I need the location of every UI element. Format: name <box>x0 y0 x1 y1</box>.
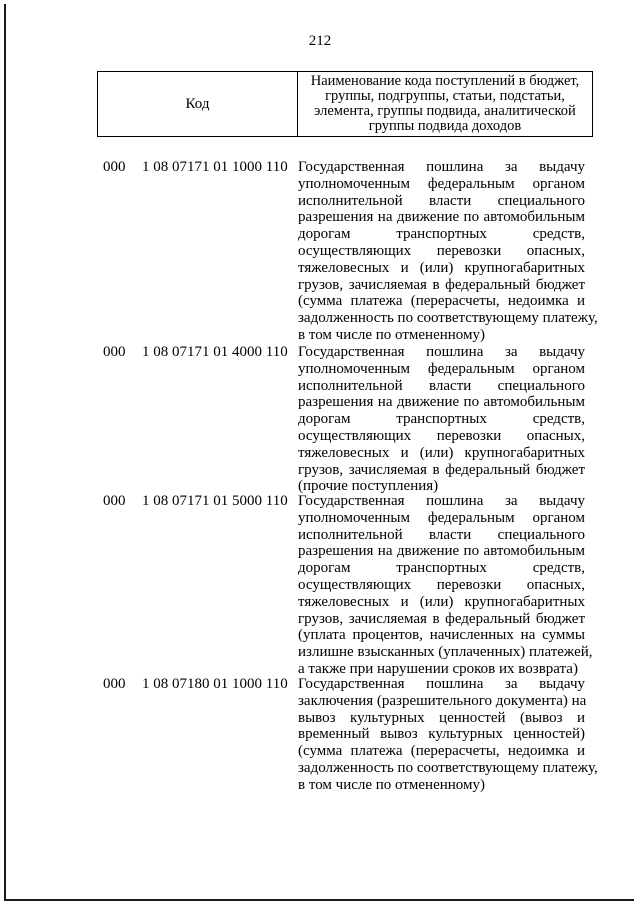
description-line: грузов, зачисляемая в федеральный бюджет <box>298 610 585 627</box>
revenue-description <box>298 493 593 678</box>
description-line: в том числе по отмененному) <box>298 776 485 793</box>
description-line: заключения (разрешительного документа) на <box>298 692 587 709</box>
admin-code: 000 <box>103 493 126 509</box>
revenue-code: 1 08 07171 01 1000 110 <box>142 159 288 175</box>
description-line: (сумма платежа (перерасчеты, недоимка и <box>298 743 585 760</box>
header-name-line: группы подвида доходов <box>368 118 522 134</box>
revenue-description <box>298 159 598 344</box>
description-line: временный вывоз культурных ценностей) <box>298 726 585 743</box>
admin-code: 000 <box>103 344 126 360</box>
description-line: исполнительной власти специального <box>298 526 585 543</box>
revenue-code: 1 08 07171 01 5000 110 <box>142 493 288 509</box>
header-name-line: Наименование кода поступлений в бюджет, <box>310 73 580 89</box>
description-line: осуществляющих перевозки опасных, <box>298 427 585 444</box>
description-line: а также при нарушении сроков их возврата) <box>298 660 578 677</box>
description-line: грузов, зачисляемая в федеральный бюджет <box>298 461 585 478</box>
scan-border-bottom <box>4 899 634 901</box>
description-line: тяжеловесных и (или) крупногабаритных <box>298 259 585 276</box>
description-line: вывоз культурных ценностей (вывоз и <box>298 709 585 726</box>
header-name-cell <box>298 72 592 136</box>
description-line: разрешения на движение по автомобильным <box>298 209 585 226</box>
description-line: в том числе по отмененному) <box>298 326 485 343</box>
page-number: 212 <box>308 33 332 49</box>
description-line: осуществляющих перевозки опасных, <box>298 576 585 593</box>
description-line: разрешения на движение по автомобильным <box>298 543 585 560</box>
description-line: осуществляющих перевозки опасных, <box>298 242 585 259</box>
description-line: Государственная пошлина за выдачу <box>298 344 585 360</box>
description-line: исполнительной власти специального <box>298 377 585 394</box>
description-line: Государственная пошлина за выдачу <box>298 159 585 175</box>
header-name-line: группы, подгруппы, статьи, подстатьи, <box>325 88 565 104</box>
revenue-code: 1 08 07180 01 1000 110 <box>142 676 288 692</box>
admin-code: 000 <box>103 676 126 692</box>
description-line: дорогам транспортных средств, <box>298 560 585 577</box>
description-line: (сумма платежа (перерасчеты, недоимка и <box>298 293 585 310</box>
description-line: дорогам транспортных средств, <box>298 226 585 243</box>
revenue-description <box>298 676 598 794</box>
description-line: уполномоченным федеральным органом <box>298 175 585 192</box>
description-line: задолженность по соответствующему платежу, <box>298 759 598 776</box>
description-line: дорогам транспортных средств, <box>298 411 585 428</box>
description-line: исполнительной власти специального <box>298 192 585 209</box>
description-line: тяжеловесных и (или) крупногабаритных <box>298 593 585 610</box>
description-line: (прочие поступления) <box>298 478 439 495</box>
description-line: тяжеловесных и (или) крупногабаритных <box>298 444 585 461</box>
description-line: разрешения на движение по автомобильным <box>298 394 585 411</box>
description-line: задолженность по соответствующему платежу, <box>298 310 598 327</box>
header-code-cell: Код <box>98 72 298 136</box>
description-line: Государственная пошлина за выдачу <box>298 676 585 692</box>
revenue-code: 1 08 07171 01 4000 110 <box>142 344 288 360</box>
description-line: уполномоченным федеральным органом <box>298 509 585 526</box>
scan-border-left <box>4 4 6 899</box>
description-line: (уплата процентов, начисленных на суммы <box>298 627 585 644</box>
revenue-description <box>298 344 585 495</box>
description-line: уполномоченным федеральным органом <box>298 360 585 377</box>
header-name-line: элемента, группы подвида, аналитической <box>314 103 576 119</box>
description-line: Государственная пошлина за выдачу <box>298 493 585 509</box>
admin-code: 000 <box>103 159 126 175</box>
description-line: грузов, зачисляемая в федеральный бюджет <box>298 276 585 293</box>
table-header <box>97 71 593 137</box>
description-line: излишне взысканных (уплаченных) платежей, <box>298 644 593 661</box>
